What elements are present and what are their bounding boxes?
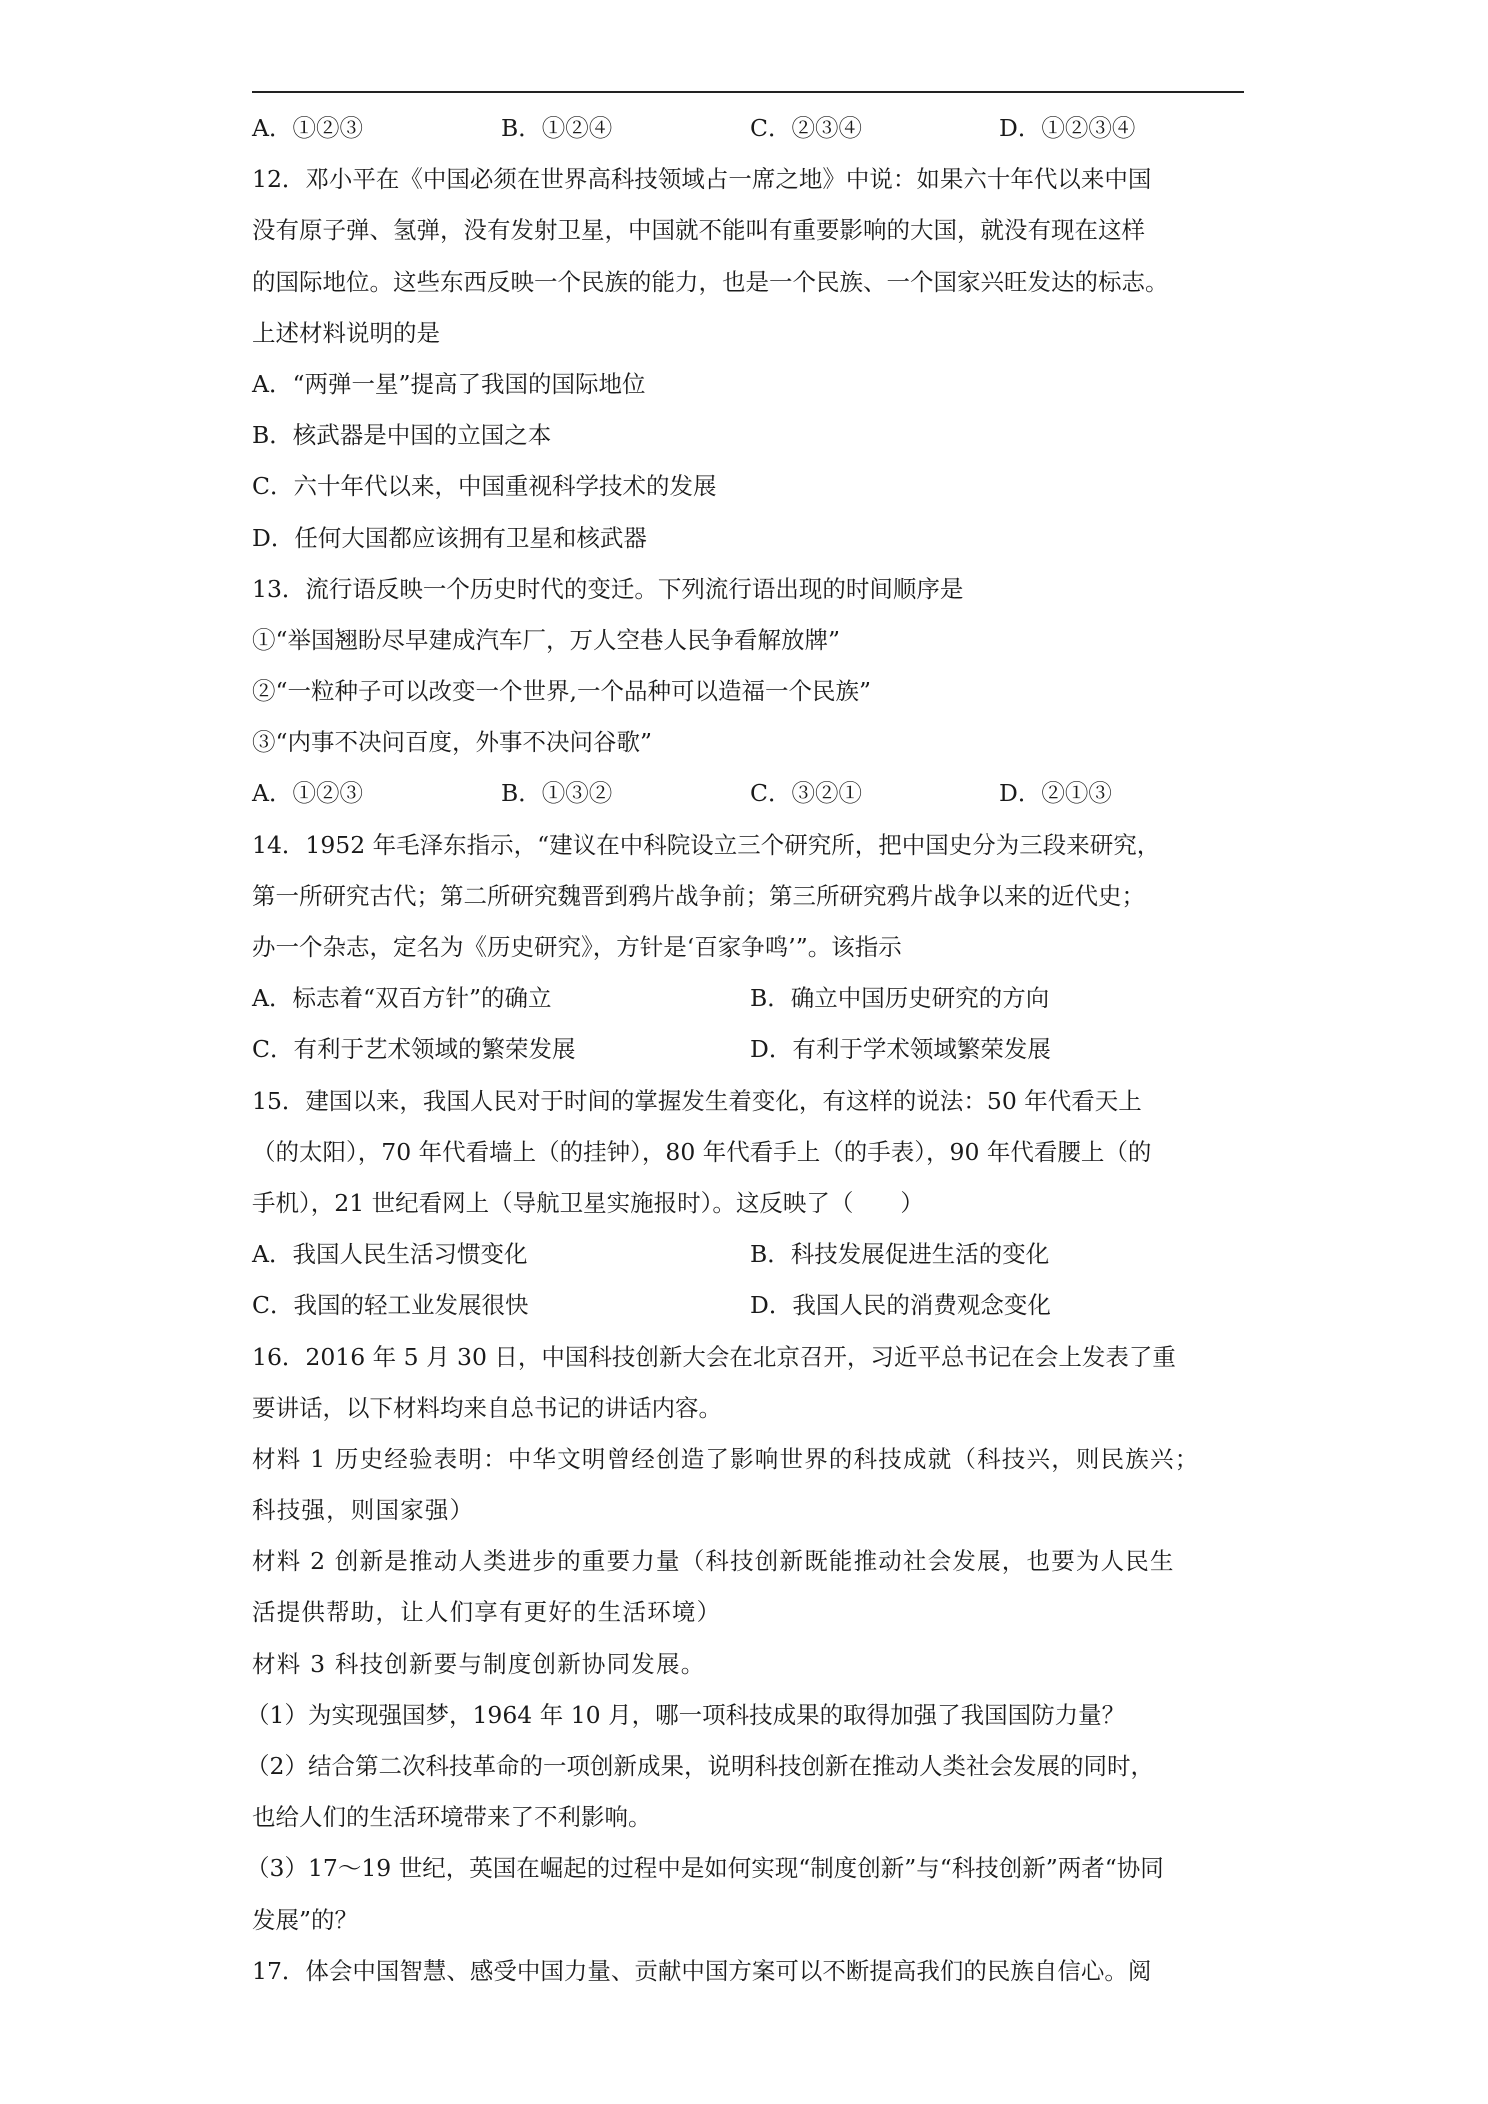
- option-b: B．①②④: [501, 114, 613, 142]
- subquestion-line: 发展”的？: [252, 1905, 359, 1934]
- question-stem-line: 13．流行语反映一个历史时代的变迁。下列流行语出现的时间顺序是: [252, 574, 964, 603]
- options-row: [252, 1280, 1248, 1331]
- question-stem-line: 第一所研究古代；第二所研究魏晋到鸦片战争前；第三所研究鸦片战争以来的近代史；: [252, 881, 1145, 910]
- question-14: [252, 820, 1248, 1076]
- material-line: 科技强，则国家强）: [252, 1496, 475, 1525]
- question-stem-line: 14．1952 年毛泽东指示，“建议在中科院设立三个研究所，把中国史分为三段来研究，: [252, 830, 1161, 859]
- quote-item: ①“举国翘盼尽早建成汽车厂，万人空巷人民争看解放牌”: [252, 625, 841, 654]
- question-16: [246, 1332, 1248, 1946]
- option-a: A．①②③: [252, 114, 363, 142]
- option-a: A．①②③: [252, 779, 363, 808]
- option-a: A．“两弹一星”提高了我国的国际地位: [252, 369, 646, 398]
- option-c: C．有利于艺术领域的繁荣发展: [252, 1035, 576, 1064]
- question-stem-line: 没有原子弹、氢弹，没有发射卫星，中国就不能叫有重要影响的大国，就没有现在这样: [252, 216, 1145, 245]
- question-13: [252, 564, 1248, 820]
- option-b: B．①③②: [501, 779, 613, 808]
- subquestion-line: 也给人们的生活环境带来了不利影响。: [252, 1803, 652, 1832]
- option-b: B．科技发展促进生活的变化: [750, 1240, 1050, 1269]
- question-stem-line: 17．体会中国智慧、感受中国力量、贡献中国方案可以不断提高我们的民族自信心。阅: [252, 1956, 1152, 1985]
- quote-item: ③“内事不决问百度，外事不决问谷歌”: [252, 728, 653, 757]
- question-stem-line: 手机），21 世纪看网上（导航卫星实施报时）。这反映了（ ）: [252, 1188, 924, 1217]
- question-stem-line: 15．建国以来，我国人民对于时间的掌握发生着变化，有这样的说法：50 年代看天上: [252, 1086, 1142, 1115]
- question-12: [252, 154, 1248, 564]
- question-stem-line: （的太阳），70 年代看墙上（的挂钟），80 年代看手上（的手表），90 年代看腰上（的: [252, 1137, 1152, 1166]
- option-d: D．我国人民的消费观念变化: [750, 1291, 1051, 1320]
- subquestion-line: （1）为实现强国梦，1964 年 10 月，哪一项科技成果的取得加强了我国国防力量？: [246, 1700, 1126, 1729]
- option-b: B．核武器是中国的立国之本: [252, 421, 552, 450]
- question-stem-line: 要讲话，以下材料均来自总书记的讲话内容。: [252, 1393, 722, 1422]
- header-rule: [252, 91, 1244, 93]
- material-line: 活提供帮助，让人们享有更好的生活环境）: [252, 1598, 722, 1627]
- options-row: [252, 1229, 1248, 1280]
- options-row: [252, 973, 1248, 1024]
- option-c: C．我国的轻工业发展很快: [252, 1291, 529, 1320]
- option-c: C．六十年代以来，中国重视科学技术的发展: [252, 472, 717, 501]
- subquestion-line: （3）17～19 世纪，英国在崛起的过程中是如何实现“制度创新”与“科技创新”两者“协同: [246, 1854, 1164, 1883]
- question-17: [252, 1946, 1248, 1997]
- material-line: 材料 2 创新是推动人类进步的重要力量（科技创新既能推动社会发展，也要为人民生: [252, 1547, 1175, 1576]
- options-row: [252, 1024, 1248, 1075]
- option-d: D．任何大国都应该拥有卫星和核武器: [252, 523, 647, 552]
- exam-page: [246, 103, 1248, 1997]
- option-d: D．②①③: [999, 779, 1112, 808]
- question-stem-line: 办一个杂志，定名为《历史研究》，方针是‘百家争鸣’”。该指示: [252, 933, 902, 961]
- option-a: A．标志着“双百方针”的确立: [252, 984, 552, 1013]
- quote-item: ②“一粒种子可以改变一个世界,一个品种可以造福一个民族”: [252, 677, 871, 706]
- option-c: C．②③④: [750, 114, 862, 142]
- option-b: B．确立中国历史研究的方向: [750, 984, 1050, 1013]
- material-line: 材料 1 历史经验表明：中华文明曾经创造了影响世界的科技成就（科技兴，则民族兴；: [252, 1444, 1200, 1473]
- option-d: D．有利于学术领域繁荣发展: [750, 1035, 1051, 1064]
- option-a: A．我国人民生活习惯变化: [252, 1240, 528, 1269]
- question-stem-line: 12．邓小平在《中国必须在世界高科技领域占一席之地》中说：如果六十年代以来中国: [252, 165, 1152, 194]
- question-15: [252, 1076, 1248, 1332]
- options-row: [252, 768, 1248, 819]
- option-c: C．③②①: [750, 779, 862, 808]
- question-stem-line: 的国际地位。这些东西反映一个民族的能力，也是一个民族、一个国家兴旺发达的标志。: [252, 267, 1169, 296]
- question-stem-line: 16．2016 年 5 月 30 日，中国科技创新大会在北京召开，习近平总书记在会上发表了重: [252, 1342, 1176, 1371]
- top-options-row: [252, 103, 1248, 154]
- material-line: 材料 3 科技创新要与制度创新协同发展。: [252, 1649, 706, 1678]
- option-d: D．①②③④: [999, 114, 1136, 142]
- subquestion-line: （2）结合第二次科技革命的一项创新成果，说明科技创新在推动人类社会发展的同时，: [246, 1752, 1154, 1780]
- question-stem-line: 上述材料说明的是: [252, 318, 440, 347]
